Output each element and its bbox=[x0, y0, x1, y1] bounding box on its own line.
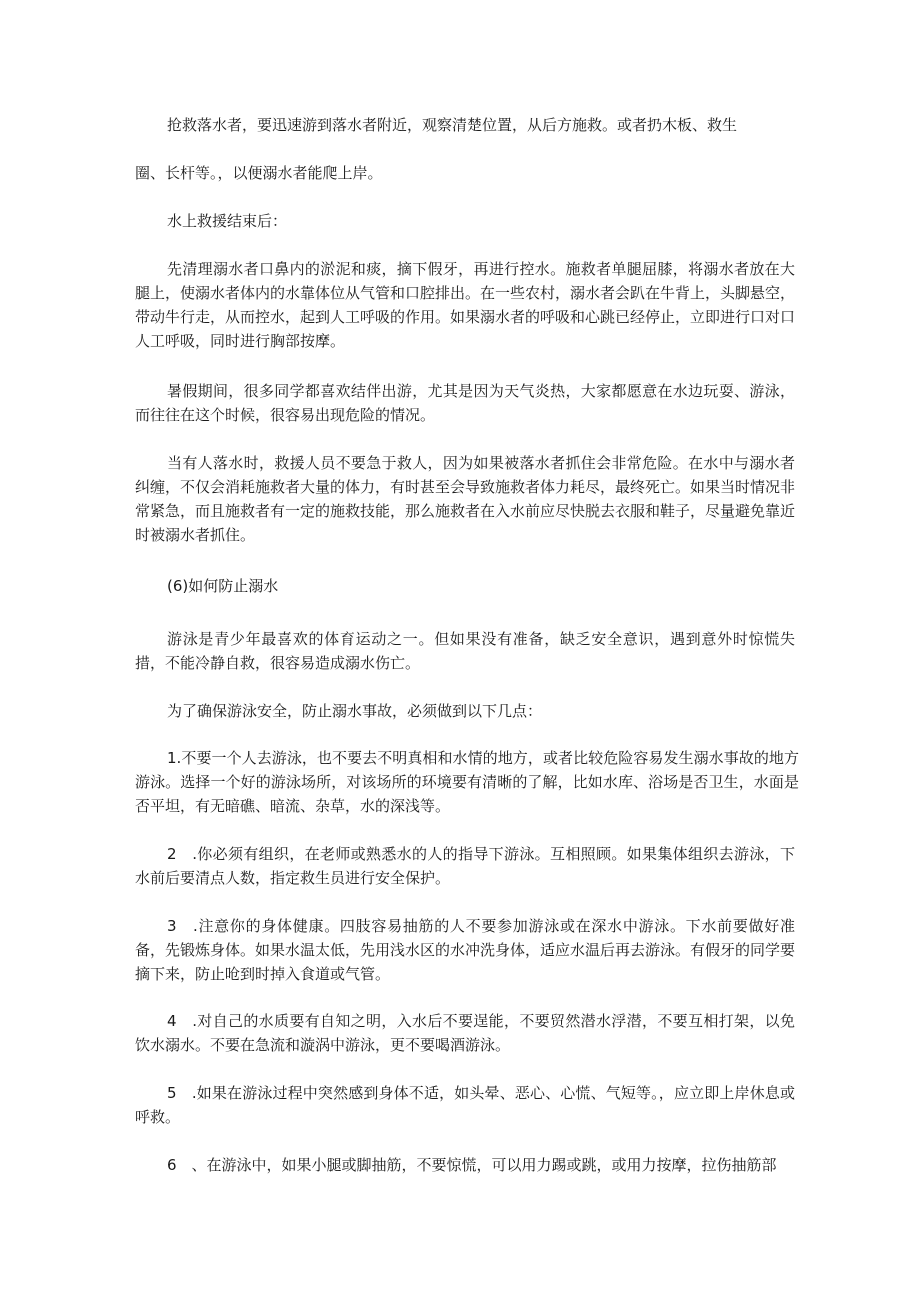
paragraph-swimming-intro: 游泳是青少年最喜欢的体育运动之一。但如果没有准备，缺乏安全意识，遇到意外时惊慌失措，不能冷静自救，很容易造成溺水伤亡。 bbox=[135, 630, 795, 672]
list-item-point-1: 1.不要一个人去游泳，也不要去不明真相和水情的地方，或者比较危险容易发生溺水事故的地方游泳。选择一个好的游泳场所，对该场所的环境要有清晰的了解，比如水库、浴场是否卫生，水面是否平坦，有无暗礁、暗流、杂草，水的深浅等。 bbox=[135, 749, 799, 815]
section-heading-prevent-drowning: (6)如何防止溺水 bbox=[167, 577, 279, 595]
list-item-point-3: 3 .注意你的身体健康。四肢容易抽筋的人不要参加游泳或在深水中游泳。下水前要做好准备，先锻炼身体。如果水温太低，先用浅水区的水冲洗身体，适应水温后再去游泳。有假牙的同学要摘下来，防止呛到时掉入食道或气管。 bbox=[135, 917, 796, 983]
paragraph-summer-vacation: 暑假期间，很多同学都喜欢结伴出游，尤其是因为天气炎热，大家都愿意在水边玩耍、游泳，而往往在这个时候，很容易出现危险的情况。 bbox=[135, 382, 795, 424]
list-item-point-6: 6 、在游泳中，如果小腿或脚抽筋，不要惊慌，可以用力踢或跳，或用力按摩，拉伤抽筋部 bbox=[167, 1156, 777, 1174]
paragraph-after-rescue-heading: 水上救援结束后： bbox=[167, 212, 288, 230]
paragraph-when-someone-falls: 当有人落水时，救援人员不要急于救人，因为如果被落水者抓住会非常危险。在水中与溺水者纠缠，不仅会消耗施救者大量的体力，有时甚至会导致施救者体力耗尽，最终死亡。如果当时情况非常紧急，而且施救者有一定的施救技能，那么施救者在入水前应尽快脱去衣服和鞋子，尽量避免靠近时被溺水者抓住。 bbox=[135, 454, 796, 544]
paragraph-clear-airway: 先清理溺水者口鼻内的淤泥和痰，摘下假牙，再进行控水。施救者单腿屈膝，将溺水者放在大腿上，使溺水者体内的水靠体位从气管和口腔排出。在一些农村，溺水者会趴在牛背上，头脚悬空，带动牛行走，从而控水，起到人工呼吸的作用。如果溺水者的呼吸和心跳已经停止，立即进行口对口人工呼吸，同时进行胸部按摩。 bbox=[135, 260, 796, 350]
paragraph-rescue-method-line2: 圈、长杆等。，以便溺水者能爬上岸。 bbox=[135, 164, 383, 182]
paragraph-rescue-method-line1: 抢救落水者，要迅速游到落水者附近，观察清楚位置，从后方施救。或者扔木板、救生 bbox=[167, 116, 738, 134]
list-item-point-2: 2 .你必须有组织，在老师或熟悉水的人的指导下游泳。互相照顾。如果集体组织去游泳，下水前后要清点人数，指定救生员进行安全保护。 bbox=[135, 845, 795, 887]
paragraph-safety-points-intro: 为了确保游泳安全，防止溺水事故，必须做到以下几点： bbox=[167, 702, 543, 720]
list-item-point-4: 4 .对自己的水质要有自知之明，入水后不要逞能，不要贸然潜水浮潜，不要互相打架，以免饮水溺水。不要在急流和漩涡中游泳，更不要喝酒游泳。 bbox=[135, 1012, 795, 1054]
list-item-point-5: 5 .如果在游泳过程中突然感到身体不适，如头晕、恶心、心慌、气短等。，应立即上岸休息或呼救。 bbox=[135, 1084, 795, 1126]
